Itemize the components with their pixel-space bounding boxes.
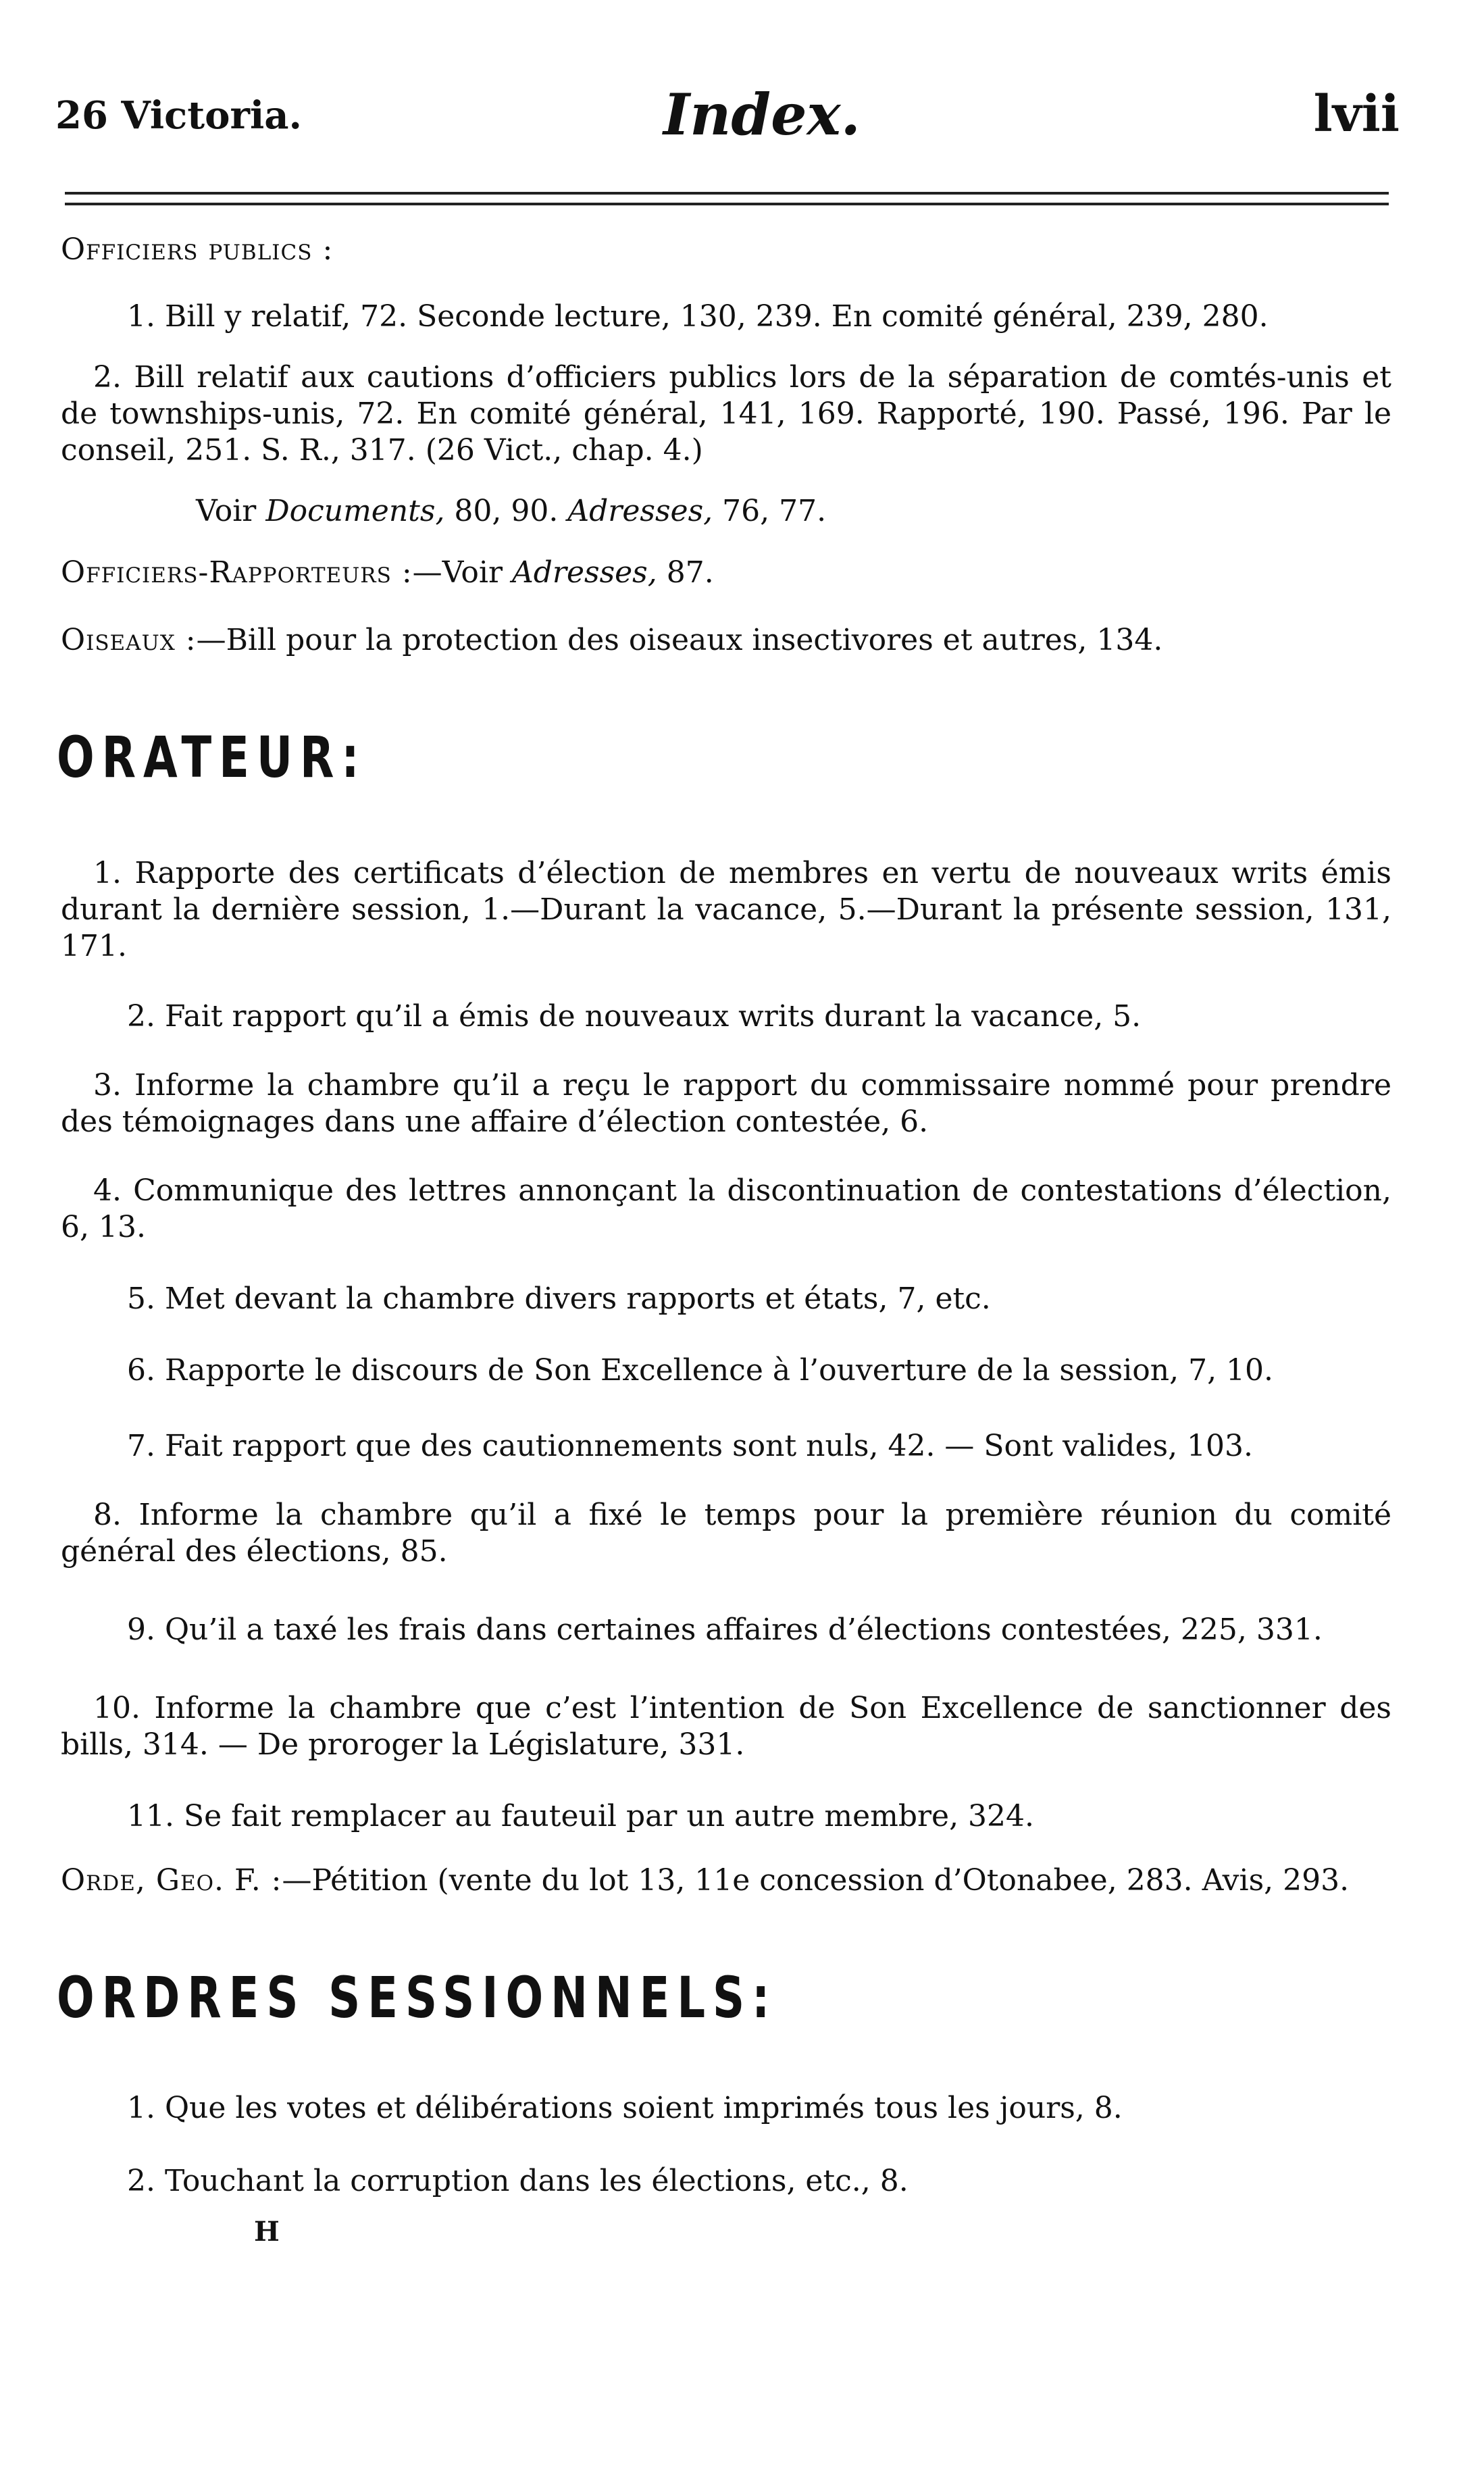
orateur-item: 11. Se fait remplacer au fauteuil par un autre membre, 324. <box>127 1799 1035 1833</box>
entry-oiseaux <box>61 622 1391 659</box>
orateur-item: 5. Met devant la chambre divers rapports et états, 7, etc. <box>127 1282 991 1316</box>
entry-heading: Orde, Geo. F. : <box>61 1863 282 1898</box>
signature-mark: H <box>254 2216 280 2248</box>
header-title: Index. <box>663 81 861 148</box>
section-title-orateur: ORATEUR: <box>57 724 367 790</box>
orateur-item: 10. Informe la chambre que c’est l’intention de Son Excellence de sanctionner des bills, 314. — De proroger la Législature, 331. <box>61 1691 1391 1762</box>
header-volume: 26 Victoria. <box>55 93 303 138</box>
ordres-sessionnels-item: 2. Touchant la corruption dans les élections, etc., 8. <box>127 2164 909 2198</box>
entry-pages: 87. <box>657 555 714 590</box>
entry-text: —Pétition (vente du lot 13, 11e concession d’Otonabee, 283. Avis, 293. <box>282 1863 1350 1898</box>
orateur-item: 9. Qu’il a taxé les frais dans certaines affaires d’élections contestées, 225, 331. <box>127 1613 1323 1647</box>
entry-officiers-rapporteurs <box>61 554 1391 592</box>
header-rule-top <box>65 192 1389 195</box>
header-page-number: lvii <box>1313 85 1400 143</box>
entry-orde <box>61 1862 1391 1900</box>
voir-prefix: Voir <box>196 494 266 528</box>
orateur-item: 7. Fait rapport que des cautionnements sont nuls, 42. — Sont valides, 103. <box>127 1429 1254 1463</box>
orateur-item: 4. Communique des lettres annonçant la discontinuation de contestations d’élection, 6, 13. <box>61 1173 1391 1244</box>
ref-documents: Documents, <box>265 494 445 528</box>
section-title-ordres-sessionnels: ORDRES SESSIONNELS: <box>57 1964 777 2031</box>
officiers-publics-item-1: 1. Bill y relatif, 72. Seconde lecture, 130, 239. En comité général, 239, 280. <box>127 299 1269 334</box>
entry-heading: Officiers publics : <box>61 232 334 267</box>
ordres-sessionnels-item: 1. Que les votes et délibérations soient imprimés tous les jours, 8. <box>127 2091 1123 2125</box>
orateur-item: 2. Fait rapport qu’il a émis de nouveaux writs durant la vacance, 5. <box>127 999 1142 1034</box>
orateur-item: 3. Informe la chambre qu’il a reçu le rapport du commissaire nommé pour prendre des témoignages dans une affaire d’élection contestée, 6. <box>61 1068 1391 1139</box>
entry-text: —Bill pour la protection des oiseaux insectivores et autres, 134. <box>196 623 1163 657</box>
ref-adresses: Adresses, <box>511 555 657 590</box>
orateur-item: 6. Rapporte le discours de Son Excellence à l’ouverture de la session, 7, 10. <box>127 1353 1274 1388</box>
running-header <box>55 81 1400 162</box>
entry-officiers-publics <box>61 231 1391 269</box>
officiers-publics-item-2: 2. Bill relatif aux cautions d’officiers publics lors de la séparation de comtés-unis et de townships-unis, 72. En comité général, 141, 169. Rapporté, 190. Passé, 196. Par le conseil, 251. S. R., 317. (26 Vict., chap. 4.) <box>61 360 1391 467</box>
entry-heading: Oiseaux : <box>61 623 197 657</box>
ref-adresses: Adresses, <box>567 494 713 528</box>
orateur-item: 8. Informe la chambre qu’il a fixé le temps pour la première réunion du comité général des élections, 85. <box>61 1498 1391 1569</box>
entry-heading: Officiers-Rapporteurs : <box>61 555 413 590</box>
orateur-item: 1. Rapporte des certificats d’élection de membres en vertu de nouveaux writs émis durant la dernière session, 1.—Durant la vacance, 5.—Durant la présente session, 131, 171. <box>61 856 1391 963</box>
header-rule-bottom <box>65 203 1389 205</box>
ref-documents-pages: 80, 90. <box>444 494 568 528</box>
index-content <box>57 230 1391 2248</box>
ref-adresses-pages: 76, 77. <box>713 494 827 528</box>
entry-text: —Voir <box>412 555 512 590</box>
officiers-publics-voir <box>95 493 1391 530</box>
